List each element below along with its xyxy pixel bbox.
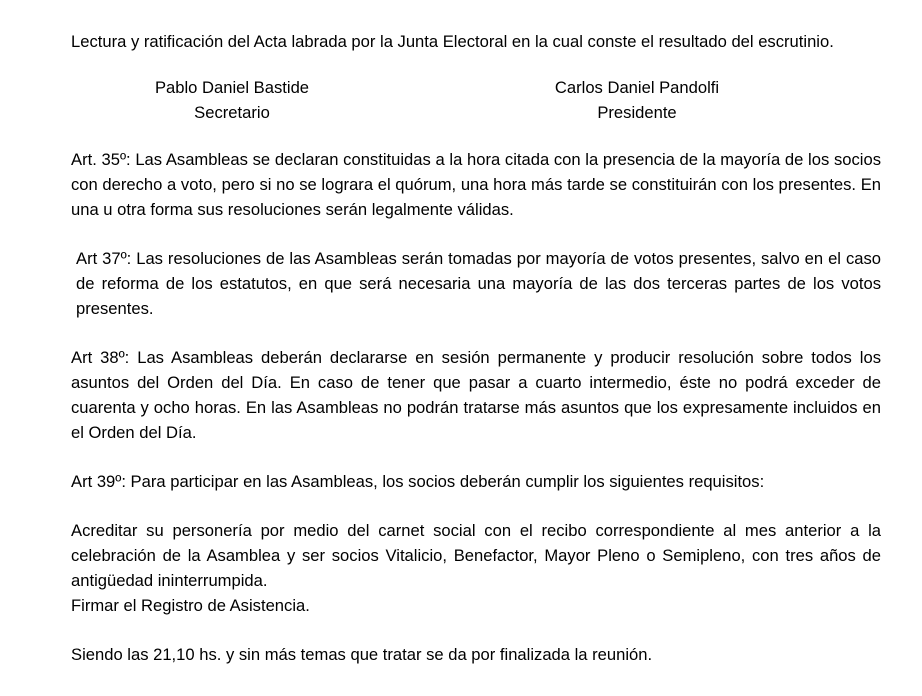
president-role: Presidente (597, 103, 677, 122)
intro-paragraph: Lectura y ratificación del Acta labrada por la Junta Electoral en la cual conste el resultado del escrutinio. (71, 32, 834, 51)
article-39: Art 39º: Para participar en las Asambleas, los socios deberán cumplir los siguientes requisitos: (71, 472, 765, 491)
article-35: Art. 35º: Las Asambleas se declaran constituidas a la hora citada con la presencia de la mayoría de los socios con derecho a voto, pero si no se lograra el quórum, una hora más tarde se constituirán con los presentes. En una u otra forma sus resoluciones serán legalmente válidas. (71, 150, 881, 219)
document-page (71, 29, 881, 667)
closing-paragraph: Siendo las 21,10 hs. y sin más temas que tratar se da por finalizada la reunión. (71, 645, 653, 664)
signature-president (527, 75, 747, 125)
signature-block (71, 75, 881, 125)
secretary-role: Secretario (194, 103, 270, 122)
article-37: Art 37º: Las resoluciones de las Asambleas serán tomadas por mayoría de votos presentes, salvo en el caso de reforma de los estatutos, en que será necesaria una mayoría de las dos terceras partes de los votos presentes. (76, 249, 881, 318)
signature-secretary (131, 75, 333, 125)
article-38: Art 38º: Las Asambleas deberán declararse en sesión permanente y producir resolución sobre todos los asuntos del Orden del Día. En caso de tener que pasar a cuarto intermedio, éste no podrá exceder de cuarenta y ocho horas. En las Asambleas no podrán tratarse más asuntos que los expresamente incluidos en el Orden del Día. (71, 348, 881, 442)
secretary-name: Pablo Daniel Bastide (154, 78, 310, 97)
president-name: Carlos Daniel Pandolfi (554, 78, 720, 97)
requirement-2: Firmar el Registro de Asistencia. (71, 596, 310, 615)
requirement-1: Acreditar su personería por medio del carnet social con el recibo correspondiente al mes anterior a la celebración de la Asamblea y ser socios Vitalicio, Benefactor, Mayor Pleno o Semipleno, con tres años de antigüedad ininterrumpida. (71, 521, 881, 590)
